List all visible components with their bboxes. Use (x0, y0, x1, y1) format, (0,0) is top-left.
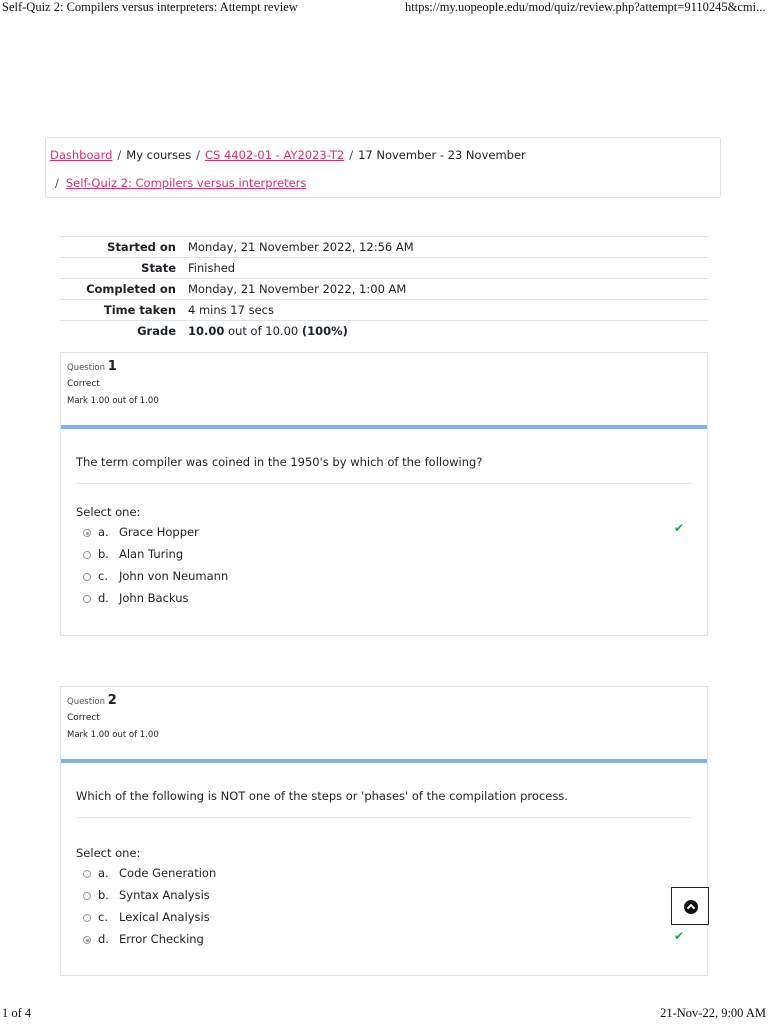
question-divider-bar (61, 425, 707, 429)
question-number: 2 (107, 693, 117, 708)
summary-label: Grade (137, 324, 176, 338)
option-letter: c. (98, 910, 108, 924)
breadcrumb-course-link[interactable]: CS 4402-01 - AY2023-T2 (204, 148, 345, 162)
question-state: Correct (67, 379, 100, 389)
option-letter: a. (98, 525, 109, 539)
option-label: Error Checking (119, 932, 204, 946)
answer-option-d[interactable] (83, 932, 683, 954)
back-to-top-button[interactable] (671, 887, 709, 925)
answer-list (83, 525, 683, 613)
summary-value: 4 mins 17 secs (188, 303, 274, 317)
option-letter: a. (98, 866, 109, 880)
radio-button[interactable] (83, 551, 91, 559)
option-letter: b. (98, 888, 109, 902)
grade-outof: out of 10.00 (228, 324, 299, 338)
radio-button[interactable] (83, 573, 91, 581)
grade-score: 10.00 (188, 324, 225, 338)
answer-option-d[interactable] (83, 591, 683, 613)
radio-button[interactable] (83, 936, 91, 944)
option-label: Lexical Analysis (119, 910, 210, 924)
question-divider-bar (61, 759, 707, 763)
print-url: https://my.uopeople.edu/mod/quiz/review.php?attempt=9110245&cmi... (405, 0, 766, 14)
option-letter: d. (98, 932, 109, 946)
breadcrumb-dashboard-link[interactable]: Dashboard (50, 148, 113, 162)
radio-button[interactable] (83, 595, 91, 603)
check-icon: ✔ (674, 521, 685, 535)
summary-label: Completed on (86, 282, 176, 296)
summary-row-state (60, 258, 708, 279)
select-one-prompt: Select one: (76, 846, 141, 860)
question-mark: Mark 1.00 out of 1.00 (67, 396, 159, 406)
answer-option-b[interactable] (83, 547, 683, 569)
print-footer (0, 1004, 768, 1024)
summary-row-completed (60, 279, 708, 300)
option-label: Grace Hopper (119, 525, 199, 539)
question-state: Correct (67, 713, 100, 723)
question-mark: Mark 1.00 out of 1.00 (67, 730, 159, 740)
answer-list (83, 866, 683, 954)
option-label: Code Generation (119, 866, 217, 880)
radio-button[interactable] (83, 529, 91, 537)
breadcrumb-my-courses: My courses (126, 148, 192, 162)
page-number: 1 of 4 (2, 1006, 32, 1020)
breadcrumb: Dashboard / My courses / CS 4402-01 - AY2023-T2 / 17 November - 23 November / Self-Quiz 2: Compilers versus interpreters (45, 137, 721, 198)
grade-percent: (100%) (301, 324, 348, 338)
divider (76, 483, 692, 484)
summary-label: Time taken (103, 303, 176, 317)
print-page-title: Self-Quiz 2: Compilers versus interpreters: Attempt review (2, 0, 298, 14)
summary-value (188, 321, 708, 342)
summary-value: Finished (188, 261, 236, 275)
question-1 (60, 352, 708, 636)
select-one-prompt: Select one: (76, 505, 141, 519)
option-letter: c. (98, 569, 108, 583)
print-datetime: 21-Nov-22, 9:00 AM (660, 1006, 766, 1020)
question-number: 1 (107, 359, 117, 374)
answer-option-b[interactable] (83, 888, 683, 910)
option-label: John Backus (119, 591, 189, 605)
option-letter: b. (98, 547, 109, 561)
breadcrumb-quiz-link[interactable]: Self-Quiz 2: Compilers versus interpreters (65, 176, 307, 190)
question-info (67, 693, 267, 740)
option-label: John von Neumann (119, 569, 229, 583)
check-icon: ✔ (674, 929, 685, 943)
answer-option-a[interactable] (83, 866, 683, 888)
radio-button[interactable] (83, 914, 91, 922)
question-2 (60, 686, 708, 976)
question-prefix: Question (67, 697, 106, 707)
chevron-up-icon (684, 900, 698, 914)
question-text: Which of the following is NOT one of the steps or 'phases' of the compilation process. (76, 789, 568, 803)
radio-button[interactable] (83, 892, 91, 900)
option-letter: d. (98, 591, 109, 605)
answer-option-c[interactable] (83, 569, 683, 591)
question-text: The term compiler was coined in the 1950's by which of the following? (76, 455, 483, 469)
answer-option-c[interactable] (83, 910, 683, 932)
question-info (67, 359, 267, 406)
option-label: Syntax Analysis (119, 888, 210, 902)
summary-row-started (60, 237, 708, 258)
answer-option-a[interactable] (83, 525, 683, 547)
summary-row-grade (60, 321, 708, 342)
breadcrumb-week: 17 November - 23 November (358, 148, 526, 162)
summary-row-time (60, 300, 708, 321)
summary-label: State (141, 261, 176, 275)
attempt-summary-table (60, 236, 708, 341)
divider (76, 817, 692, 818)
radio-button[interactable] (83, 870, 91, 878)
summary-value: Monday, 21 November 2022, 1:00 AM (188, 282, 407, 296)
summary-label: Started on (107, 240, 176, 254)
option-label: Alan Turing (119, 547, 184, 561)
question-prefix: Question (67, 363, 106, 373)
print-header (0, 0, 768, 18)
summary-value: Monday, 21 November 2022, 12:56 AM (188, 240, 414, 254)
